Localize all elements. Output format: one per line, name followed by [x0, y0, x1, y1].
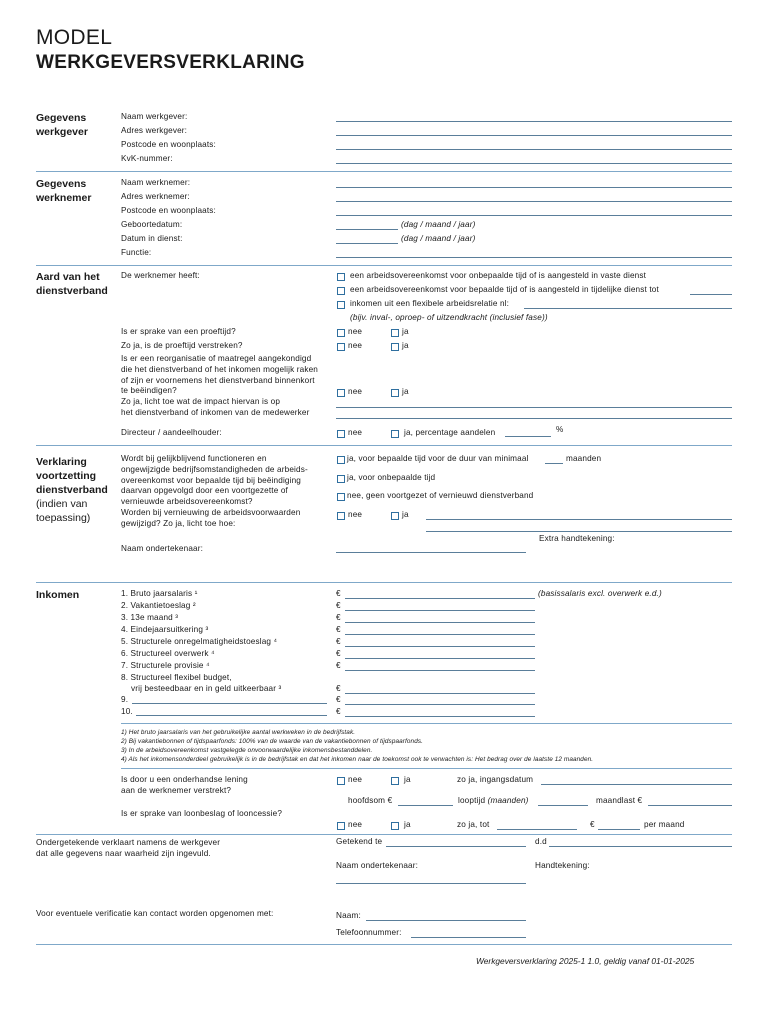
checkbox-expired-nee[interactable]	[337, 343, 345, 351]
footnote-4: 4) Als het inkomensonderdeel gebruikelijk is in de bedrijfstak en dat het inkomen naar de toekomst ook te verwachten is: Het bedrag over de laatste 12 maanden.	[121, 756, 594, 763]
verification-text: Voor eventuele verificatie kan contact worden opgenomen met:	[36, 909, 274, 918]
checkbox-garnishment-ja[interactable]	[391, 822, 399, 830]
loan-term-field[interactable]	[538, 805, 588, 806]
checkbox-probation-nee[interactable]	[337, 329, 345, 337]
euro-sign: €	[336, 613, 341, 622]
employee-label-name: Naam werknemer:	[121, 178, 191, 187]
checkbox-probation-ja[interactable]	[391, 329, 399, 337]
euro-sign: €	[336, 637, 341, 646]
euro-sign: €	[336, 707, 341, 716]
employer-label-postcode: Postcode en woonplaats:	[121, 140, 216, 149]
label-months: maanden	[566, 454, 602, 463]
divider	[121, 768, 732, 769]
percent-sign: %	[556, 425, 564, 434]
income-item-2: 2. Vakantietoeslag ²	[121, 601, 196, 610]
checkbox-conditions-nee[interactable]	[337, 512, 345, 520]
employer-label-address: Adres werkgever:	[121, 126, 188, 135]
amount-field-5[interactable]	[345, 646, 535, 647]
checkbox-loan-nee[interactable]	[337, 777, 345, 785]
label-ja-percentage: ja, percentage aandelen	[404, 428, 496, 437]
label-per-month: per maand	[644, 820, 685, 829]
checkbox-continuation-none[interactable]	[337, 493, 345, 501]
label-signature: Handtekening:	[535, 861, 590, 870]
employee-label-birthdate: Geboortedatum:	[121, 220, 183, 229]
flexible-relation-field[interactable]	[524, 308, 732, 309]
income-item-8: 8. Structureel flexibel budget,	[121, 673, 232, 682]
employer-address-field[interactable]	[336, 135, 732, 136]
employee-label-address: Adres werknemer:	[121, 192, 190, 201]
checkbox-reorganisation-ja[interactable]	[391, 389, 399, 397]
amount-field-7[interactable]	[345, 670, 535, 671]
label-contact-phone: Telefoonnummer:	[336, 928, 402, 937]
employee-birthdate-field[interactable]	[336, 229, 398, 230]
employee-label-start-date: Datum in dienst:	[121, 234, 183, 243]
question-loan: Is door u een onderhandse lening aan de werknemer verstrekt?	[121, 775, 248, 795]
reorganisation-explain-field[interactable]	[336, 407, 732, 408]
label-nee: nee	[348, 341, 363, 350]
label-ja: ja	[404, 775, 411, 784]
checkbox-expired-ja[interactable]	[391, 343, 399, 351]
amount-field-2[interactable]	[345, 610, 535, 611]
divider	[36, 944, 732, 945]
divider	[36, 582, 732, 583]
employer-label-name: Naam werkgever:	[121, 112, 188, 121]
employer-postcode-field[interactable]	[336, 149, 732, 150]
checkbox-conditions-ja[interactable]	[391, 512, 399, 520]
checkbox-director-ja[interactable]	[391, 430, 399, 438]
divider	[36, 445, 732, 446]
page-title: WERKGEVERSVERKLARING	[36, 52, 305, 73]
income-item-1: 1. Bruto jaarsalaris ¹	[121, 589, 198, 598]
date-hint: (dag / maand / jaar)	[401, 220, 476, 229]
income-item-5: 5. Structurele onregelmatigheidstoeslag ⁴	[121, 637, 278, 646]
label-term: looptijd (maanden)	[458, 796, 529, 805]
conditions-explain-field-2[interactable]	[426, 531, 732, 532]
label-nee: nee	[348, 820, 363, 829]
income-item-6: 6. Structureel overwerk ⁴	[121, 649, 215, 658]
conditions-explain-field[interactable]	[426, 519, 732, 520]
label-date: d.d	[535, 837, 547, 846]
option-permanent: een arbeidsovereenkomst voor onbepaalde tijd of is aangesteld in vaste dienst	[350, 271, 647, 280]
section-heading-employment: Aard van het dienstverband	[36, 271, 108, 297]
checkbox-continuation-fixed[interactable]	[337, 456, 345, 464]
amount-field-6[interactable]	[345, 658, 535, 659]
amount-field-8[interactable]	[345, 693, 535, 694]
income-item-7: 7. Structurele provisie ⁴	[121, 661, 210, 670]
divider	[36, 834, 732, 835]
divider	[36, 265, 732, 266]
amount-field-3[interactable]	[345, 622, 535, 623]
employee-start-date-field[interactable]	[336, 243, 398, 244]
employee-postcode-field[interactable]	[336, 215, 732, 216]
label-ja: ja	[402, 327, 409, 336]
question-reorganisation: Is er een reorganisatie of maatregel aangekondigd die het dienstverband of het inkomen mogelijk raken of zijn er voornemens het dienstverband binnenkort te beëindigen? Zo ja, licht toe wat de impact hiervan is op het dienstverband of inkomen van de medewerker	[121, 354, 318, 417]
employee-label-function: Functie:	[121, 248, 152, 257]
euro-sign: €	[336, 684, 341, 693]
label-nee: nee	[348, 428, 363, 437]
footnote-3: 3) In de arbeidsovereenkomst vastgelegde onvoorwaardelijke inkomensbestanddelen.	[121, 747, 373, 754]
employer-kvk-field[interactable]	[336, 163, 732, 164]
divider	[36, 171, 732, 172]
income-item-9-label-field[interactable]	[132, 703, 327, 704]
income-item-3: 3. 13e maand ³	[121, 613, 179, 622]
option-flexible: inkomen uit een flexibele arbeidsrelatie nl:	[350, 299, 510, 308]
footer-version: Werkgeversverklaring 2025-1 1.0, geldig vanaf 01-01-2025	[476, 956, 695, 966]
label-ja: ja	[402, 387, 409, 396]
loan-monthly-cost-field[interactable]	[648, 805, 732, 806]
employee-function-field[interactable]	[336, 257, 732, 258]
income-item-8b: vrij besteedbaar en in geld uitkeerbaar ³	[131, 684, 282, 693]
label-nee: nee	[348, 327, 363, 336]
option-continuation-indefinite: ja, voor onbepaalde tijd	[347, 473, 436, 482]
footnote-2: 2) Bij vakantiebonnen of tijdspaarfonds: 100% van de waarde van de vakantiebonnen of tijdspaarfonds.	[121, 738, 424, 745]
garnishment-until-field[interactable]	[497, 829, 577, 830]
amount-field-4[interactable]	[345, 634, 535, 635]
euro-sign: €	[336, 601, 341, 610]
label-signed-at: Getekend te	[336, 837, 383, 846]
income-item-4: 4. Eindejaarsuitkering ³	[121, 625, 209, 634]
checkbox-loan-ja[interactable]	[391, 777, 399, 785]
checkbox-garnishment-nee[interactable]	[337, 822, 345, 830]
label-monthly-cost: maandlast €	[596, 796, 643, 805]
label-contact-name: Naam:	[336, 911, 361, 920]
euro-sign: €	[336, 625, 341, 634]
option-temporary: een arbeidsovereenkomst voor bepaalde tijd of is aangesteld in tijdelijke dienst tot	[350, 285, 659, 294]
employee-name-field[interactable]	[336, 187, 732, 188]
title-model: MODEL	[36, 26, 113, 49]
income-item-9: 9.	[121, 695, 129, 704]
question-director: Directeur / aandeelhouder:	[121, 428, 222, 437]
section-heading-employee: Gegevens werknemer	[36, 178, 92, 204]
option-continuation-fixed: ja, voor bepaalde tijd voor de duur van minimaal	[347, 454, 529, 463]
loan-start-date-field[interactable]	[541, 784, 732, 785]
percentage-field[interactable]	[505, 436, 551, 437]
employee-address-field[interactable]	[336, 201, 732, 202]
label-signer-name: Naam ondertekenaar:	[336, 861, 419, 870]
checkbox-director-nee[interactable]	[337, 430, 345, 438]
label-nee: nee	[348, 387, 363, 396]
question-garnishment: Is er sprake van loonbeslag of looncessie?	[121, 809, 283, 818]
checkbox-permanent[interactable]	[337, 273, 345, 281]
contact-name-field[interactable]	[366, 920, 526, 921]
divider	[121, 723, 732, 724]
section-heading-income: Inkomen	[36, 589, 80, 601]
loan-principal-field[interactable]	[398, 805, 453, 806]
checkbox-reorganisation-nee[interactable]	[337, 389, 345, 397]
footnote-1: 1) Het bruto jaarsalaris van het gebruikelijke aantal werkweken in de bedrijfstak.	[121, 729, 356, 736]
label-nee: nee	[348, 510, 363, 519]
label-ja: ja	[402, 510, 409, 519]
euro-sign: €	[336, 589, 341, 598]
euro-sign: €	[336, 649, 341, 658]
euro-sign: €	[590, 820, 595, 829]
employer-label-kvk: KvK-nummer:	[121, 154, 173, 163]
checkbox-flexible[interactable]	[337, 301, 345, 309]
income-item-10-label-field[interactable]	[136, 715, 327, 716]
temporary-end-date-field[interactable]	[690, 294, 732, 295]
checkbox-continuation-indefinite[interactable]	[337, 475, 345, 483]
euro-sign: €	[336, 695, 341, 704]
amount-field-1[interactable]	[345, 598, 535, 599]
reorganisation-explain-field-2[interactable]	[336, 418, 732, 419]
label-until: zo ja, tot	[457, 820, 490, 829]
label-signer-name: Naam ondertekenaar:	[121, 544, 204, 553]
contact-phone-field[interactable]	[411, 937, 526, 938]
declaration-signer-field[interactable]	[336, 883, 526, 884]
declaration-text: Ondergetekende verklaart namens de werkgever dat alle gegevens naar waarheid zijn ingevuld.	[36, 838, 221, 858]
label-ja: ja	[402, 341, 409, 350]
option-continuation-none: nee, geen voortgezet of vernieuwd dienstverband	[347, 491, 534, 500]
continuation-question: Wordt bij gelijkblijvend functioneren en ongewijzigde bedrijfsomstandigheden de arbeids- overeenkomst voor bepaalde tijd bij beëindiging daarvan opgevolgd door een voortgezette of vernieuwde arbeidsovereenkomst? Worden bij vernieuwing de arbeidsvoorwaarden gewijzigd? Zo ja, licht toe hoe:	[121, 454, 308, 528]
garnishment-amount-field[interactable]	[598, 829, 640, 830]
label-ja: ja	[404, 820, 411, 829]
question-probation: Is er sprake van een proeftijd?	[121, 327, 236, 336]
label-principal: hoofdsom €	[348, 796, 393, 805]
section-heading-continuation: Verklaring voortzetting dienstverband (indien van toepassing)	[36, 456, 108, 524]
date-hint: (dag / maand / jaar)	[401, 234, 476, 243]
income-item-10: 10.	[121, 707, 133, 716]
signed-date-field[interactable]	[549, 846, 732, 847]
label-nee: nee	[348, 775, 363, 784]
minimum-months-field[interactable]	[545, 463, 563, 464]
flexible-hint: (bijv. inval-, oproep- of uitzendkracht (inclusief fase))	[350, 313, 548, 322]
amount-field-9[interactable]	[345, 704, 535, 705]
question-probation-expired: Zo ja, is de proeftijd verstreken?	[121, 341, 243, 350]
signer-name-field[interactable]	[336, 552, 526, 553]
signed-at-field[interactable]	[386, 846, 526, 847]
section-heading-employer: Gegevens werkgever	[36, 112, 88, 138]
employment-intro: De werknemer heeft:	[121, 271, 200, 280]
employer-name-field[interactable]	[336, 121, 732, 122]
amount-field-10[interactable]	[345, 716, 535, 717]
base-salary-hint: (basissalaris excl. overwerk e.d.)	[538, 589, 662, 598]
checkbox-temporary[interactable]	[337, 287, 345, 295]
label-extra-signature: Extra handtekening:	[539, 534, 615, 543]
label-start-date: zo ja, ingangsdatum	[457, 775, 534, 784]
employee-label-postcode: Postcode en woonplaats:	[121, 206, 216, 215]
euro-sign: €	[336, 661, 341, 670]
